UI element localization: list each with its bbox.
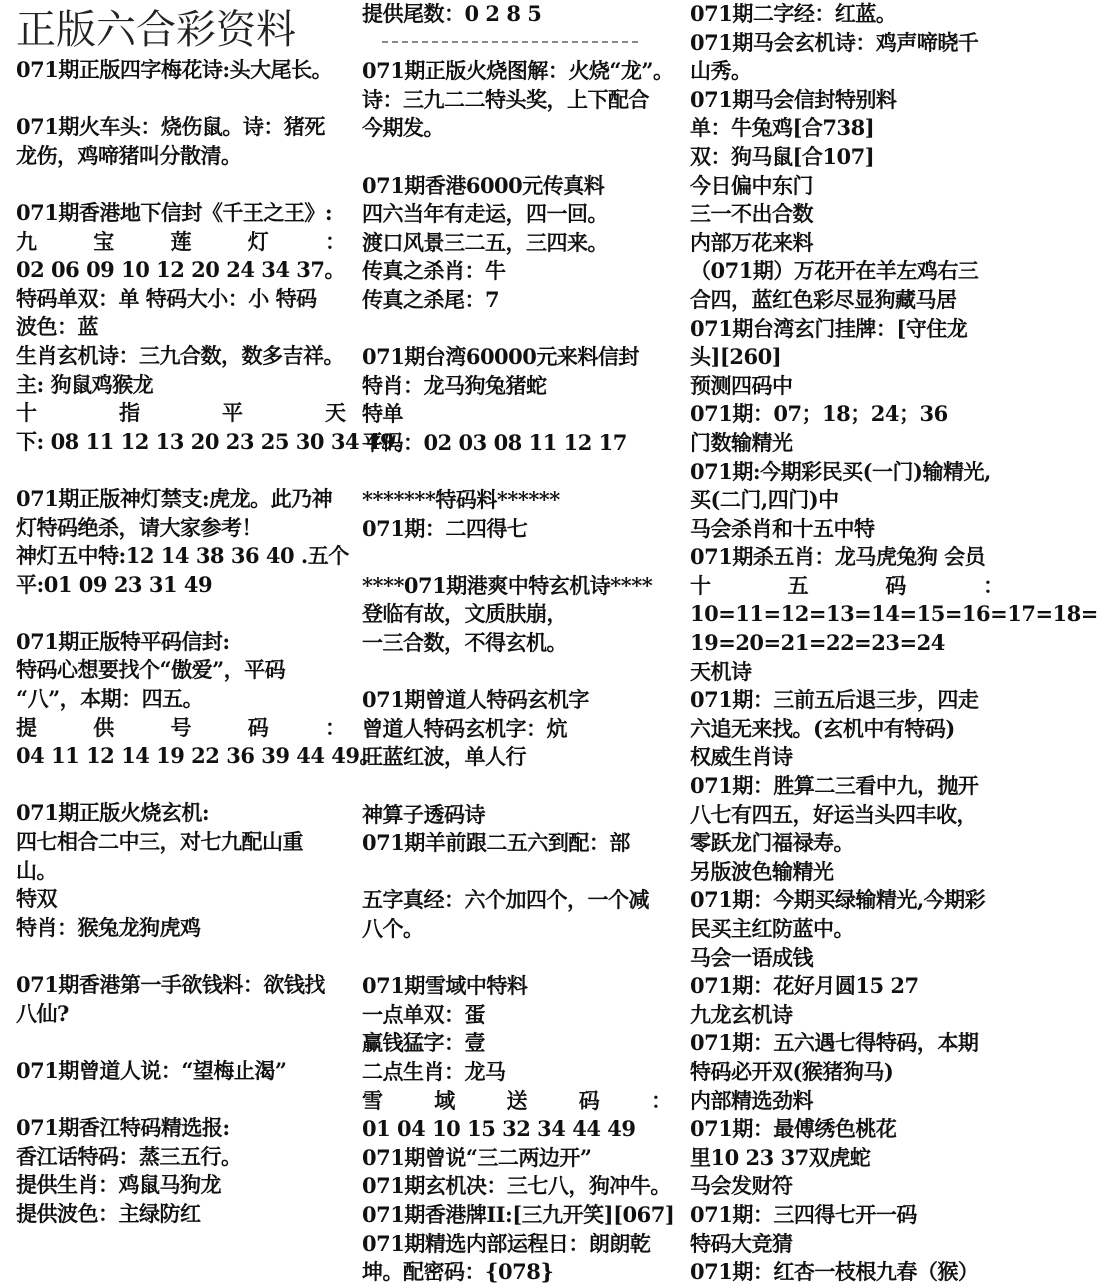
- text-line: 04 11 12 14 19 22 36 39 44 49。: [16, 743, 381, 769]
- text-line: 四六当年有走运，四一回。: [362, 201, 608, 227]
- text-line: 02 06 09 10 12 20 24 34 37。: [16, 257, 346, 283]
- text-line: 071期正版火烧玄机:: [16, 800, 210, 826]
- text-line: 071期：二四得七: [362, 515, 528, 541]
- spread-line: 九 宝 莲 灯 ：: [16, 228, 346, 254]
- text-line: 071期：红杏一枝根九春（猴）: [690, 1259, 979, 1285]
- spacer: [16, 1085, 352, 1114]
- text-line: 特码大竞猜: [690, 1230, 793, 1256]
- text-line: 二点生肖：龙马: [362, 1058, 506, 1084]
- text-line: 071期曾说“三二两边开”: [362, 1144, 592, 1170]
- text-line: 071期正版特平码信封:: [16, 628, 230, 654]
- text-line: 071期香港地下信封《千王之王》:: [16, 199, 333, 225]
- text-line: 头][260]: [690, 344, 782, 370]
- text-line: 一点单双：蛋: [362, 1001, 485, 1027]
- spacer: [362, 143, 678, 172]
- text-line: 诗：三九二二特头奖，上下配合: [362, 86, 649, 112]
- spacer: [362, 944, 678, 973]
- text-line: 071期台湾60000元来料信封: [362, 344, 639, 370]
- text-line: 提供生肖：鸡鼠马狗龙: [16, 1172, 221, 1198]
- text-line: 神算子透码诗: [362, 801, 485, 827]
- spacer: [362, 658, 678, 687]
- spacer: [16, 771, 352, 800]
- text-line: 神灯五中特:12 14 38 36 40 .五个: [16, 543, 349, 569]
- text-line: 071期雪域中特料: [362, 973, 528, 999]
- text-line: 马会发财符: [690, 1173, 793, 1199]
- text-line: 平码：02 03 08 11 12 17: [362, 429, 627, 455]
- text-line: 买(二门,四门)中: [690, 487, 839, 513]
- text-line: （071期）万花开在羊左鸡右三: [690, 258, 979, 284]
- text-line: 里10 23 37双虎蛇: [690, 1144, 871, 1170]
- text-line: 马会杀肖和十五中特: [690, 515, 875, 541]
- text-line: 四七相合二中三，对七九配山重: [16, 829, 303, 855]
- text-line: 071期香港6000元传真料: [362, 172, 605, 198]
- text-line: 提供尾数：0 2 8 5: [362, 1, 542, 26]
- text-line: 特双: [16, 886, 57, 912]
- spacer: [362, 458, 678, 487]
- middle-column: [362, 0, 678, 1287]
- text-line: 071期：07；18；24；36: [690, 401, 948, 427]
- text-line: 内部万花来料: [690, 229, 813, 255]
- right-column: [690, 0, 1098, 1287]
- text-line: 071期马会玄机诗：鸡声啼晓千: [690, 29, 979, 55]
- text-line: 灯特码绝杀，请大家参考！: [16, 514, 262, 540]
- text-line: 071期香港第一手欲钱料：欲钱找: [16, 972, 325, 997]
- text-line: 传真之杀肖：牛: [362, 258, 506, 284]
- spread-line: 雪 域 送 码 ：: [362, 1087, 672, 1113]
- text-line: 071期：三前五后退三步，四走: [690, 687, 979, 713]
- text-line: 内部精选劲料: [690, 1087, 813, 1113]
- text-line: 九龙玄机诗: [690, 1001, 793, 1027]
- text-line: 071期正版四字梅花诗:头大尾长。: [16, 57, 333, 82]
- text-line: “八”，本期：四五。: [16, 686, 204, 712]
- text-line: 特码必开双(猴猪狗马): [690, 1058, 894, 1084]
- text-line: 马会一语成钱: [690, 944, 813, 970]
- divider: [362, 29, 678, 58]
- text-line: 零跃龙门福禄寿。: [690, 830, 854, 856]
- text-line: 龙伤，鸡啼猪叫分散清。: [16, 142, 242, 168]
- text-line: 特单: [362, 401, 403, 427]
- text-line: 今日偏中东门: [690, 172, 813, 198]
- text-line: 合四，蓝红色彩尽显狗藏马居: [690, 286, 957, 312]
- spacer: [362, 772, 678, 801]
- text-line: 特肖：猴兔龙狗虎鸡: [16, 914, 201, 940]
- text-line: 权威生肖诗: [690, 744, 793, 770]
- text-line: 预测四码中: [690, 372, 793, 398]
- text-line: 曾道人特码玄机字：炕: [362, 715, 567, 741]
- text-line: 双：狗马鼠[合107]: [690, 143, 875, 169]
- spread-line: 十 指 平 天: [16, 400, 346, 426]
- text-line: 山秀。: [690, 58, 752, 84]
- text-line: 下: 08 11 12 13 20 23 25 30 34 49。: [16, 428, 415, 454]
- text-line: 071期香港牌II:[三九开笑][067]: [362, 1201, 675, 1227]
- text-line: 特肖：龙马狗兔猪蛇: [362, 372, 547, 398]
- spacer: [16, 599, 352, 628]
- spacer: [362, 315, 678, 344]
- text-line: 坤。配密码：{078}: [362, 1259, 554, 1285]
- text-line: 香江话特码：蒸三五行。: [16, 1143, 242, 1169]
- text-line: 10=11=12=13=14=15=16=17=18=: [690, 601, 1098, 627]
- text-line: 071期：今期买绿输精光,今期彩: [690, 887, 986, 913]
- text-line: 071期羊前跟二五六到配：部: [362, 830, 630, 856]
- text-line: 赢钱猛字：壹: [362, 1030, 485, 1056]
- text-line: 071期：胜算二三看中九，抛开: [690, 773, 979, 799]
- spacer: [16, 85, 352, 114]
- text-line: 071期正版火烧图解：火烧“龙”。: [362, 58, 674, 84]
- text-line: *******特码料******: [362, 487, 560, 513]
- spread-line: 提 供 号 码 ：: [16, 714, 346, 740]
- text-line: 071期：花好月圆15 27: [690, 973, 919, 999]
- text-line: 071期曾道人特码玄机字: [362, 687, 589, 713]
- text-line: 071期香江特码精选报:: [16, 1114, 230, 1140]
- text-line: 山。: [16, 857, 57, 883]
- text-line: 主: 狗鼠鸡猴龙: [16, 371, 154, 397]
- spread-line: 十 五 码 ：: [690, 572, 1004, 598]
- spacer: [16, 1028, 352, 1057]
- text-line: 今期发。: [362, 115, 444, 141]
- text-line: 传真之杀尾：7: [362, 286, 500, 312]
- text-line: 071期火车头：烧伤鼠。诗：猪死: [16, 114, 325, 140]
- spacer: [362, 858, 678, 887]
- text-line: 八七有四五，好运当头四丰收，: [690, 801, 977, 827]
- text-line: 六追无来找。(玄机中有特码): [690, 715, 955, 741]
- text-line: 波色：蓝: [16, 314, 98, 340]
- text-line: 01 04 10 15 32 34 44 49: [362, 1116, 636, 1142]
- text-line: 071期精选内部运程日：朗朗乾: [362, 1230, 651, 1256]
- text-line: 071期马会信封特别料: [690, 86, 897, 112]
- text-line: 五字真经：六个加四个，一个减: [362, 887, 649, 913]
- text-line: 提供波色：主绿防红: [16, 1200, 201, 1226]
- text-line: 一三合数，不得玄机。: [362, 630, 567, 656]
- text-line: 门数输精光: [690, 429, 793, 455]
- spacer: [16, 942, 352, 971]
- text-line: 旺蓝红波，单人行: [362, 744, 526, 770]
- text-line: 071期：五六遇七得特码，本期: [690, 1030, 979, 1056]
- spacer: [362, 543, 678, 572]
- text-line: 另版波色输精光: [690, 858, 834, 884]
- text-line: 19=20=21=22=23=24: [690, 630, 945, 656]
- text-line: 生肖玄机诗：三九合数，数多吉祥。: [16, 342, 344, 368]
- text-line: 071期二字经：红蓝。: [690, 1, 897, 26]
- text-line: 特码心想要找个“傲爱”，平码: [16, 657, 286, 683]
- page-title: 正版六合彩资料: [16, 7, 296, 52]
- text-line: 三一不出合数: [690, 201, 813, 227]
- text-line: 特码单双：单 特码大小：小 特码: [16, 285, 317, 311]
- text-line: 071期玄机决：三七八，狗冲牛。: [362, 1173, 671, 1199]
- text-line: 071期:今期彩民买(一门)输精光,: [690, 458, 991, 484]
- text-line: 071期：三四得七开一码: [690, 1201, 917, 1227]
- text-line: 单：牛兔鸡[合738]: [690, 115, 875, 141]
- text-line: 八仙?: [16, 1000, 69, 1026]
- text-line: 071期杀五肖：龙马虎兔狗 会员: [690, 544, 986, 570]
- text-line: 071期正版神灯禁支:虎龙。此乃神: [16, 485, 333, 511]
- text-line: 八个。: [362, 916, 424, 941]
- text-line: 登临有故，文质肤崩，: [362, 601, 567, 627]
- text-line: 071期台湾玄门挂牌：[守住龙: [690, 315, 968, 341]
- spacer: [16, 456, 352, 485]
- text-line: 民买主红防蓝中。: [690, 916, 854, 941]
- text-line: ****071期港爽中特玄机诗****: [362, 572, 653, 598]
- text-line: 渡口风景三二五，三四来。: [362, 229, 608, 255]
- spacer: [16, 170, 352, 199]
- text-line: 071期曾道人说：“望梅止渴”: [16, 1057, 287, 1083]
- text-line: 天机诗: [690, 658, 752, 684]
- text-line: 071期：最傅绣色桃花: [690, 1116, 897, 1142]
- text-line: 平:01 09 23 31 49: [16, 571, 213, 597]
